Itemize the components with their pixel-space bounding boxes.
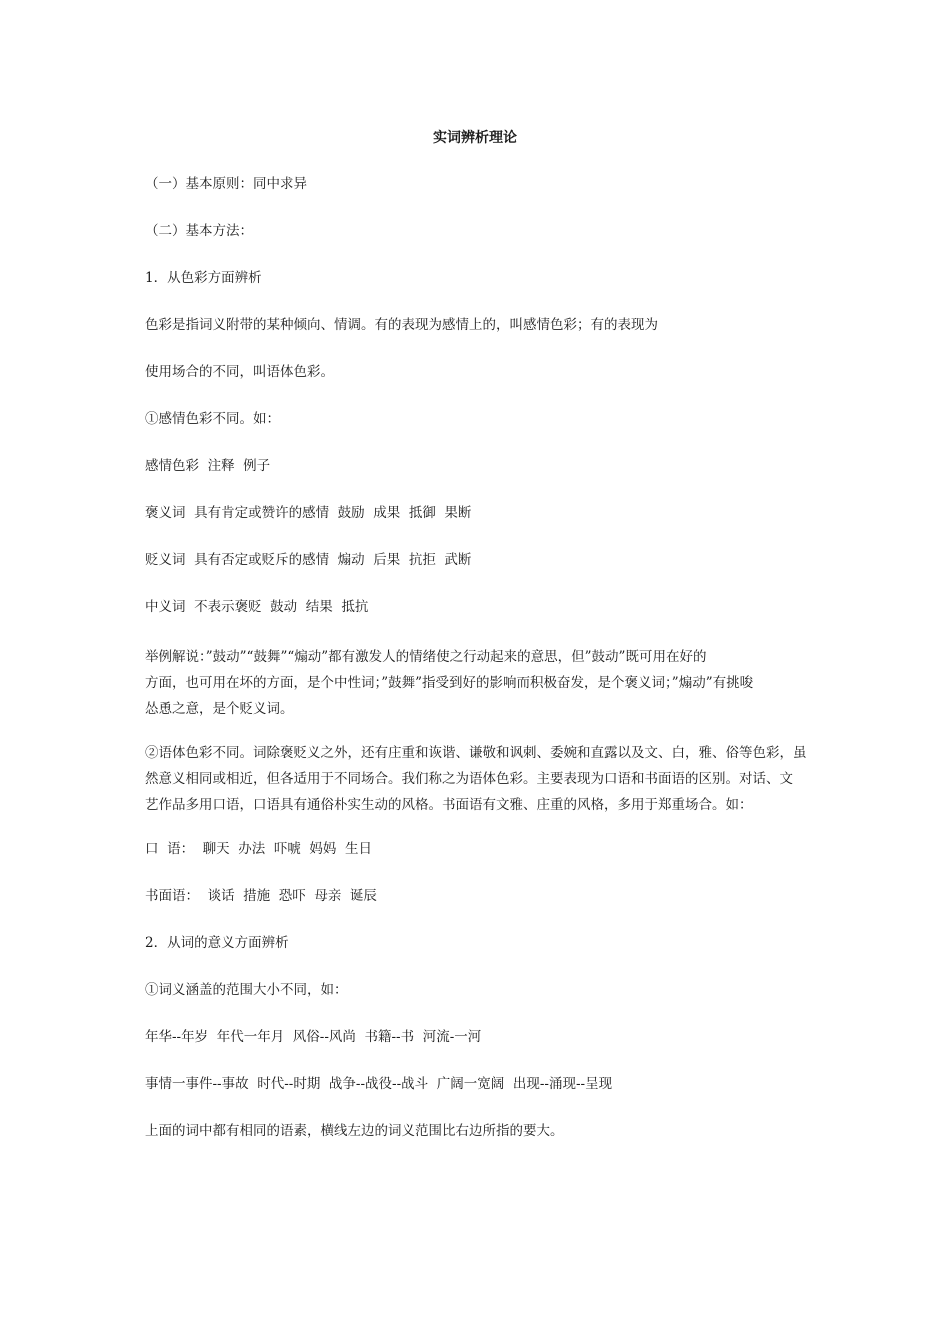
word-pairs-line: 事情一事件--事故 时代--时期 战争--战役--战斗 广阔一宽阔 出现--涌现--呈现 (145, 1076, 613, 1092)
text-line: 举例解说：”鼓动”“鼓舞”“煽动”都有激发人的情绪使之行动起来的意思，但”鼓动”既可用在好的 (145, 649, 707, 665)
section-heading-1: 1．从色彩方面辨析 (145, 270, 262, 286)
summary-line: 上面的词中都有相同的语素，横线左边的词义范围比右边所指的要大。 (145, 1123, 564, 1139)
written-words-line: 书面语： 谈话 措施 恐吓 母亲 诞辰 (145, 888, 377, 904)
text-line: 艺作品多用口语，口语具有通俗朴实生动的风格。书面语有文雅、庄重的风格，多用于郑重场合。如： (145, 797, 753, 813)
subheading-emotion: ①感情色彩不同。如： (145, 411, 280, 427)
text-line: 色彩是指词义附带的某种倾向、情调。有的表现为感情上的，叫感情色彩；有的表现为 (145, 317, 658, 333)
text-line: ②语体色彩不同。词除褒贬义之外，还有庄重和诙谐、谦敬和讽刺、委婉和直露以及文、白，雅、俗等色彩，虽 (145, 745, 807, 761)
table-row-derogatory: 贬义词 具有否定或贬斥的感情 煽动 后果 抗拒 武断 (145, 552, 472, 568)
word-pairs-line: 年华--年岁 年代一年月 风俗--风尚 书籍--书 河流-一河 (145, 1029, 482, 1045)
style-explanation (145, 740, 807, 818)
page-title: 实词辨析理论 (433, 130, 517, 146)
table-row-commendatory: 褒义词 具有肯定或赞许的感情 鼓励 成果 抵御 果断 (145, 505, 472, 521)
spoken-words-line: 口 语： 聊天 办法 吓唬 妈妈 生日 (145, 841, 372, 857)
example-explanation (145, 644, 807, 722)
principle-line: （一）基本原则：同中求异 (145, 176, 307, 192)
text-line: 方面，也可用在坏的方面，是个中性词；”鼓舞”指受到好的影响而积极奋发，是个褒义词；”煽动”有挑唆 (145, 675, 754, 691)
section-heading-2: 2．从词的意义方面辨析 (145, 935, 289, 951)
table-row-neutral: 中义词 不表示褒贬 鼓动 结果 抵抗 (145, 599, 369, 615)
text-line: 然意义相同或相近，但各适用于不同场合。我们称之为语体色彩。主要表现为口语和书面语的区别。对话、文 (145, 771, 793, 787)
table-header-line: 感情色彩 注释 例子 (145, 458, 271, 474)
subheading-scope: ①词义涵盖的范围大小不同，如： (145, 982, 348, 998)
method-heading: （二）基本方法： (145, 223, 253, 239)
text-line: 怂恿之意，是个贬义词。 (145, 701, 294, 717)
text-line: 使用场合的不同，叫语体色彩。 (145, 364, 334, 380)
